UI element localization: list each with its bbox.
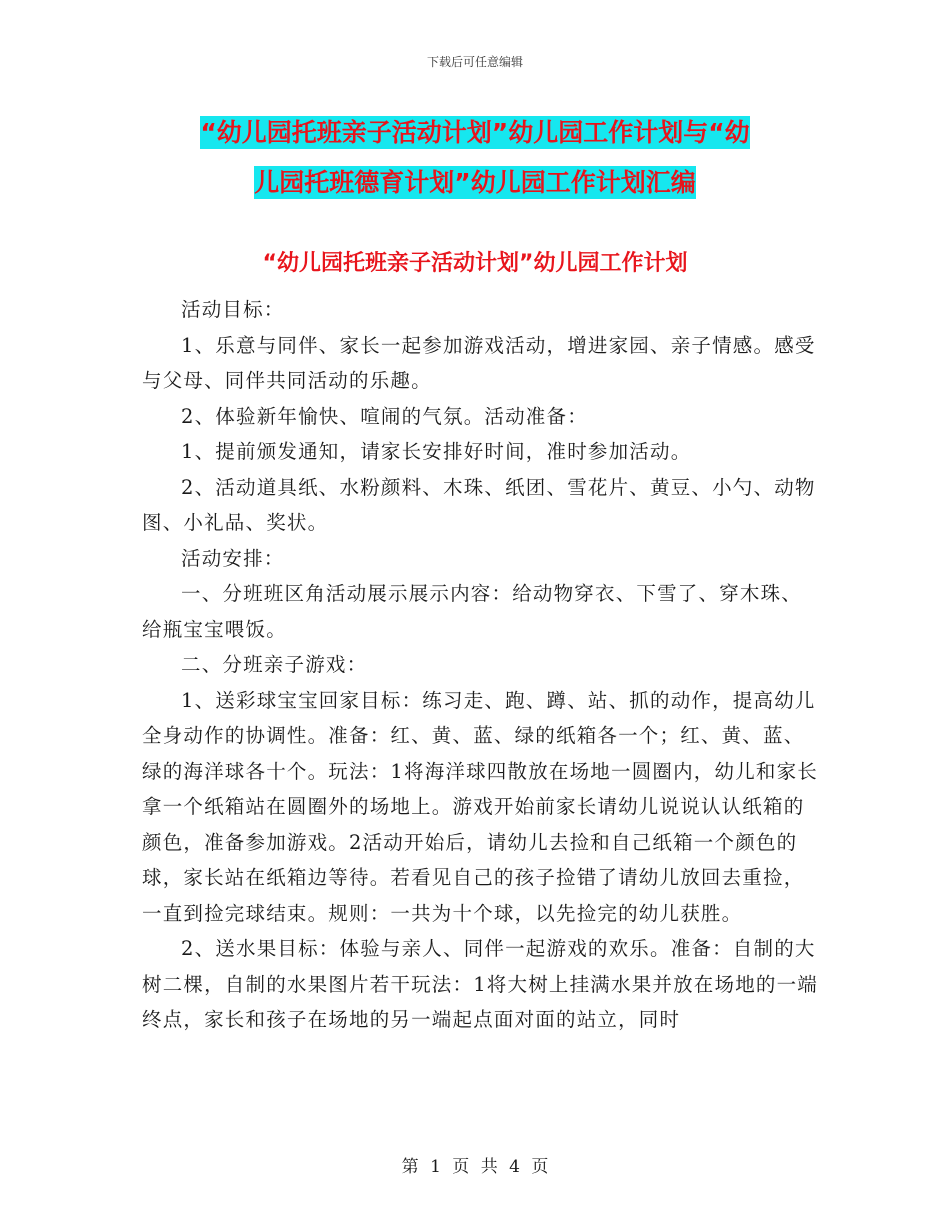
paragraph: 1、乐意与同伴、家长一起参加游戏活动，增进家园、亲子情感。感受与父母、同伴共同活动的乐趣。	[142, 333, 816, 392]
paragraph: 1、提前颁发通知，请家长安排好时间，准时参加活动。	[181, 440, 692, 463]
paragraph: 一、分班班区角活动展示展示内容：给动物穿衣、下雪了、穿木珠、给瓶宝宝喂饭。	[142, 582, 803, 641]
paragraph: 活动安排：	[181, 546, 285, 570]
body-text	[142, 292, 820, 1038]
title-line-1: “幼儿园托班亲子活动计划”幼儿园工作计划与“幼	[200, 118, 750, 147]
paragraph: 2、送水果目标：体验与亲人、同伴一起游戏的欢乐。准备：自制的大树二棵，自制的水果图片若干玩法：1将大树上挂满水果并放在场地的一端终点，家长和孩子在场地的另一端起点面对面的站立，同时	[142, 937, 819, 1031]
paragraph: 1、送彩球宝宝回家目标：练习走、跑、蹲、站、抓的动作，提高幼儿全身动作的协调性。准备：红、黄、蓝、绿的纸箱各一个；红、黄、蓝、绿的海洋球各十个。玩法：1将海洋球四散放在场地一圆圈内，幼儿和家长拿一个纸箱站在圆圈外的场地上。游戏开始前家长请幼儿说说认认纸箱的颜色，准备参加游戏。2活动开始后，请幼儿去捡和自己纸箱一个颜色的球，家长站在纸箱边等待。若看见自己的孩子捡错了请幼儿放回去重捡，一直到捡完球结束。规则：一共为十个球，以先捡完的幼儿获胜。	[142, 688, 819, 925]
page-number-footer: 第 1 页 共 4 页	[401, 1157, 549, 1177]
paragraph: 2、体验新年愉快、喧闹的气氛。活动准备：	[181, 404, 588, 428]
section-title: “幼儿园托班亲子活动计划”幼儿园工作计划	[262, 251, 688, 276]
header-note: 下载后可任意编辑	[426, 55, 523, 69]
paragraph: 活动目标：	[181, 298, 285, 321]
document-title	[0, 108, 950, 208]
paragraph: 二、分班亲子游戏：	[181, 653, 368, 676]
title-line-2: 儿园托班德育计划”幼儿园工作计划汇编	[254, 168, 696, 197]
paragraph: 2、活动道具纸、水粉颜料、木珠、纸团、雪花片、黄豆、小勺、动物图、小礼品、奖状。	[142, 475, 816, 534]
